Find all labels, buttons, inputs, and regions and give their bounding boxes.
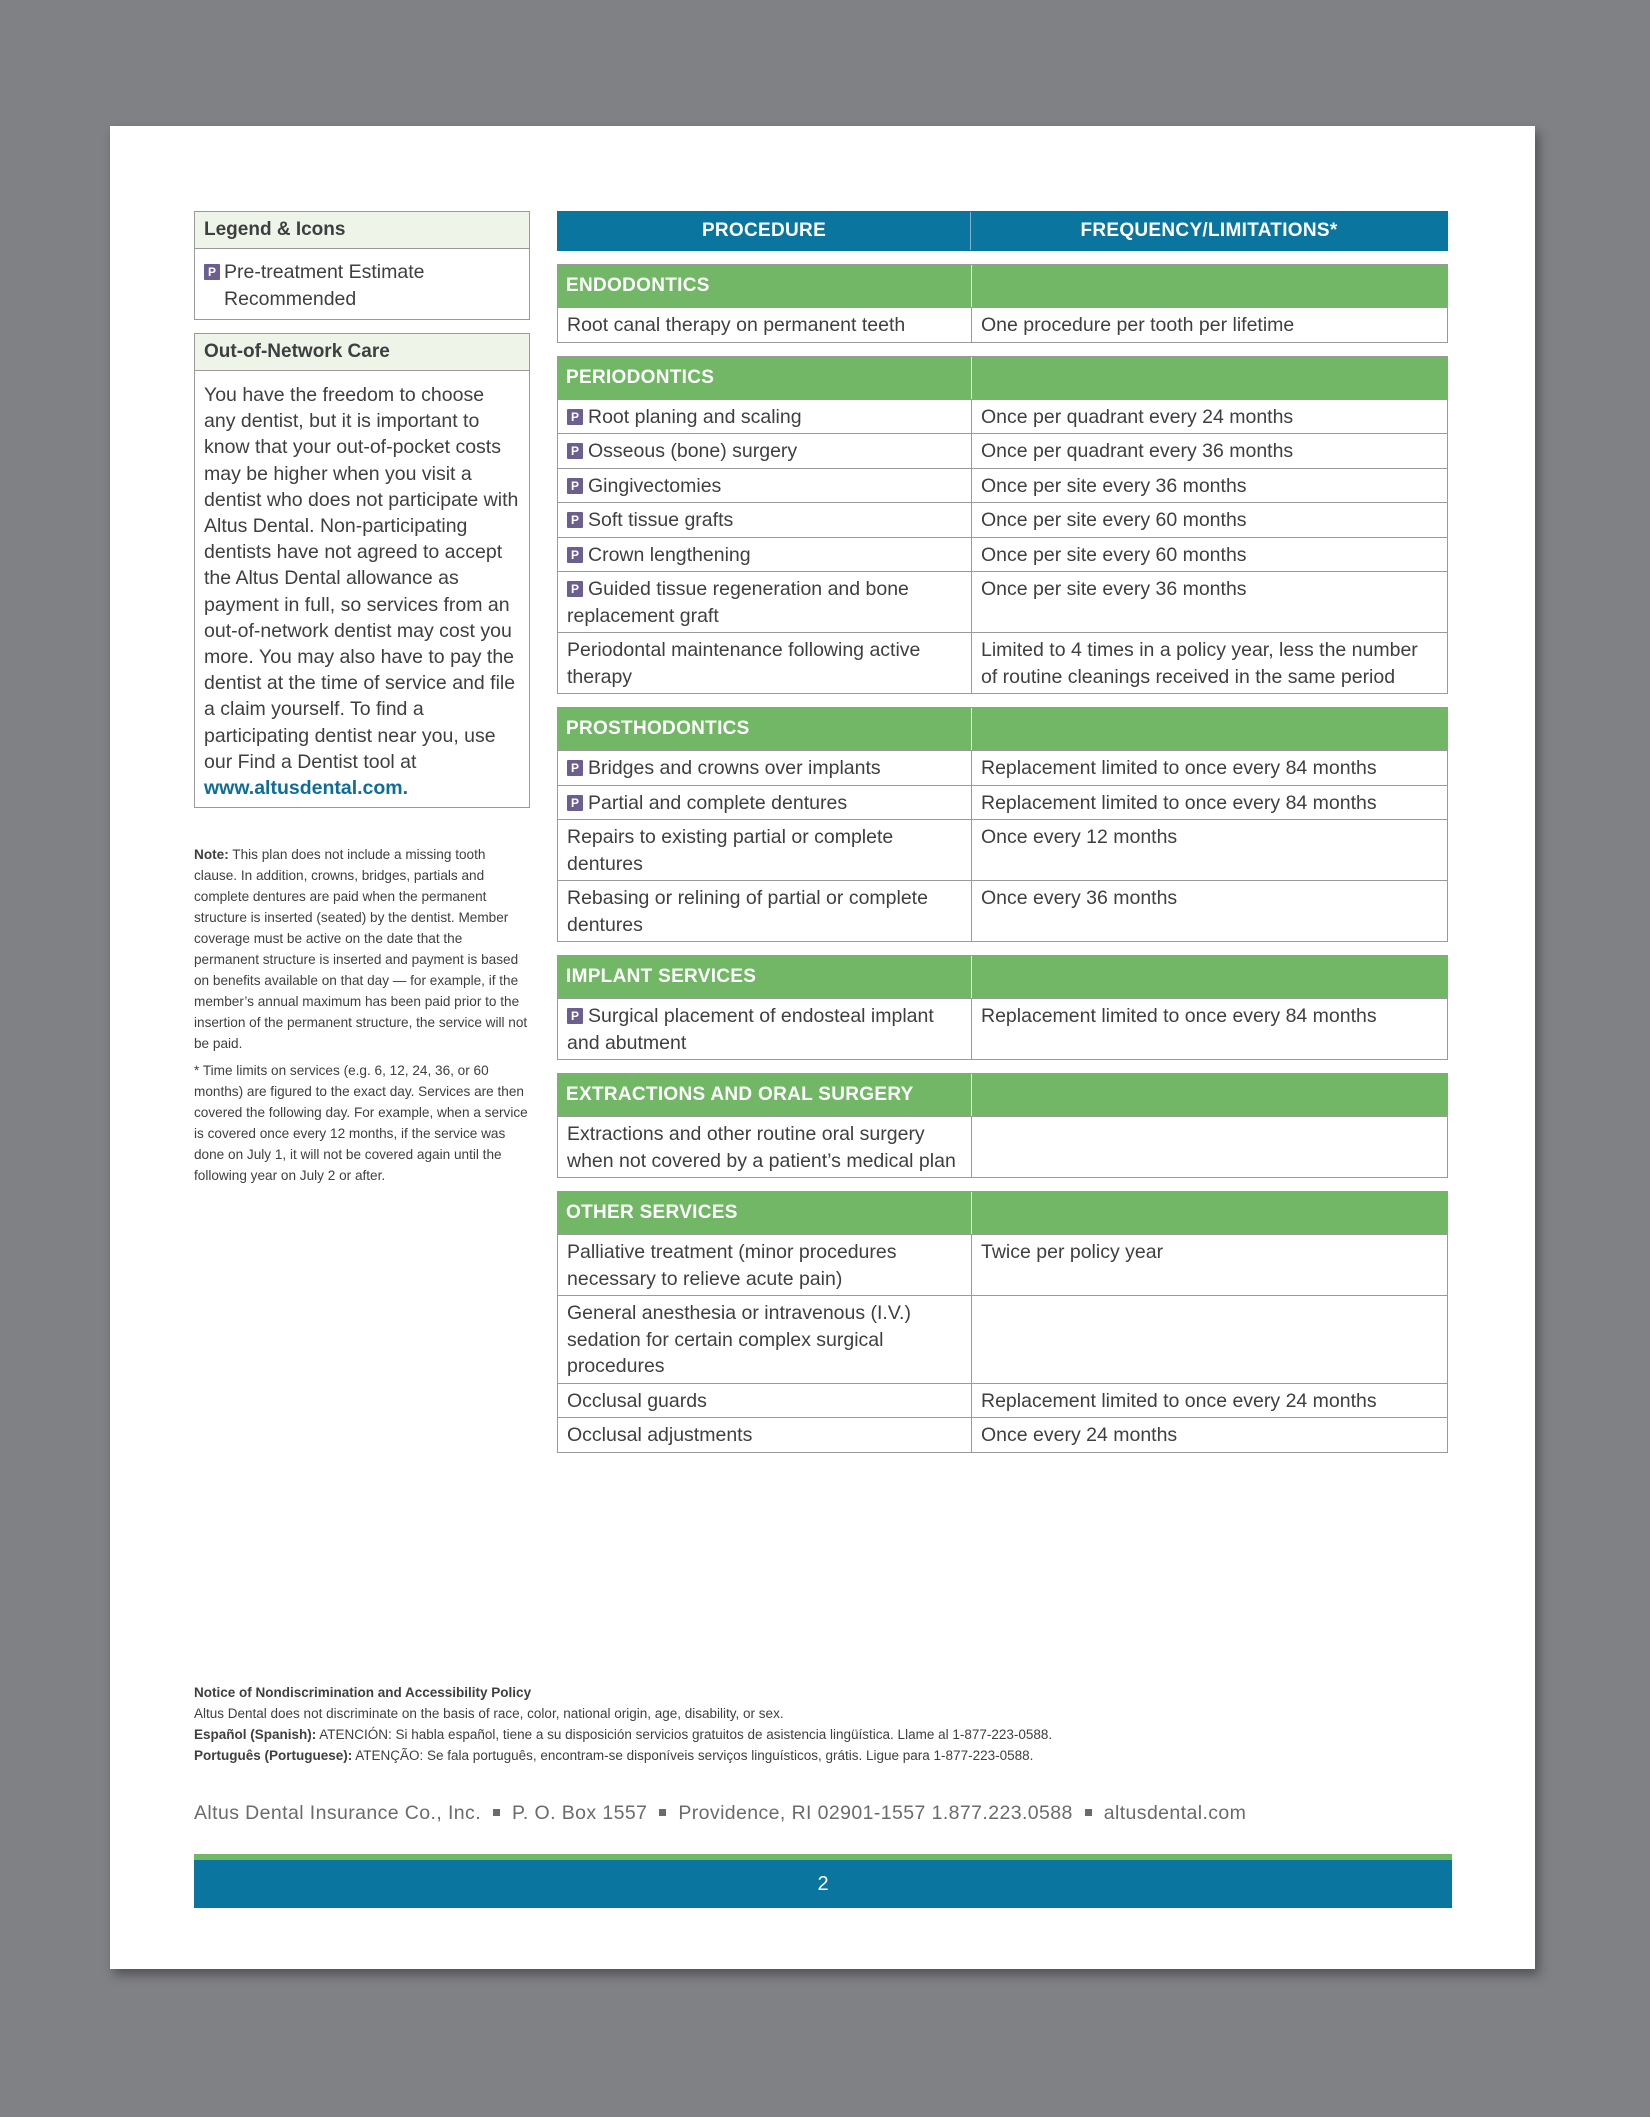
frequency-cell: Once per site every 36 months <box>981 474 1247 497</box>
section-endodontics <box>557 264 1448 343</box>
section-extractions-and-oral-surgery <box>557 1073 1448 1178</box>
table-row <box>558 998 1447 1059</box>
procedure-text: Bridges and crowns over implants <box>588 757 881 779</box>
section-implant-services <box>557 955 1448 1060</box>
page-number: 2 <box>817 1872 829 1895</box>
section-title: IMPLANT SERVICES <box>558 956 972 998</box>
separator-square-icon <box>659 1809 666 1816</box>
table-row <box>558 433 1447 468</box>
table-row <box>558 571 1447 632</box>
procedure-text: Palliative treatment (minor procedures necessary to relieve acute pain) <box>567 1241 897 1290</box>
frequency-cell: Limited to 4 times in a policy year, less the number of routine cleanings received in the same period <box>981 639 1418 688</box>
section-header <box>558 708 1447 750</box>
page-number-bar <box>194 1860 1452 1908</box>
legend-title: Legend & Icons <box>195 212 529 249</box>
out-of-network-box <box>194 333 530 808</box>
pre-treatment-icon: P <box>567 581 583 597</box>
table-row <box>558 880 1447 941</box>
nondiscrimination-notice <box>194 1682 1052 1766</box>
frequency-cell: Replacement limited to once every 24 months <box>981 1389 1377 1412</box>
frequency-cell <box>972 1296 1447 1383</box>
footer-bar <box>194 1854 1452 1908</box>
frequency-cell: Once every 12 months <box>981 826 1178 848</box>
section-title: ENDODONTICS <box>558 265 972 307</box>
notice-line: Altus Dental does not discriminate on the basis of race, color, national origin, age, disability, or sex. <box>194 1706 784 1721</box>
section-header <box>558 956 1447 998</box>
procedure-cell <box>558 308 972 342</box>
table-header <box>557 211 1448 251</box>
procedure-text: General anesthesia or intravenous (I.V.) sedation for certain complex surgical procedures <box>567 1302 911 1377</box>
frequency-cell: Replacement limited to once every 84 months <box>981 791 1377 814</box>
pre-treatment-icon: P <box>567 512 583 528</box>
table-row <box>558 468 1447 503</box>
frequency-cell: Once per site every 36 months <box>981 578 1247 600</box>
pre-treatment-icon: P <box>567 547 583 563</box>
procedure-text: Crown lengthening <box>588 543 751 566</box>
section-header-blank <box>972 956 1447 998</box>
legend-box <box>194 211 530 320</box>
footer-address <box>194 1802 1246 1825</box>
table-row <box>558 537 1447 572</box>
pre-treatment-icon: P <box>567 760 583 776</box>
document-page <box>110 126 1535 1969</box>
procedure-text: Occlusal guards <box>567 1389 707 1412</box>
pre-treatment-icon: P <box>567 409 583 425</box>
section-other-services <box>557 1191 1448 1453</box>
time-limits-note: * Time limits on services (e.g. 6, 12, 24, 36, or 60 months) are figured to the exact day. Services are then covered the following day. For example, when a service is covered once every 12 months, if the service was done on July 1, it will not be covered again until the following year on July 2 or after. <box>194 1063 528 1184</box>
frequency-cell: Once per site every 60 months <box>981 543 1247 566</box>
procedure-column-header: PROCEDURE <box>558 212 971 250</box>
procedure-text: Root planing and scaling <box>588 405 802 428</box>
section-header-blank <box>972 708 1447 750</box>
procedure-cell <box>558 633 972 693</box>
spanish-text: ATENCIÓN: Si habla español, tiene a su disposición servicios gratuitos de asistencia lingüística. Llame al 1-877-223-0588. <box>316 1727 1053 1742</box>
note-block <box>194 844 530 1186</box>
note-text: This plan does not include a missing tooth clause. In addition, crowns, bridges, partials and complete dentures are paid when the permanent structure is inserted (seated) by the dentist. Member coverage must be active on the date that the permanent structure is inserted and payment is based on benefits available on that day — for example, if the member’s annual maximum has been paid prior to the insertion of the permanent structure, the service will not be paid. <box>194 847 528 1052</box>
procedure-cell <box>558 786 972 820</box>
city-phone: Providence, RI 02901-1557 1.877.223.0588 <box>678 1802 1073 1824</box>
portuguese-text: ATENÇÃO: Se fala português, encontram-se disponíveis serviços linguísticos, grátis. Ligue para 1-877-223-0588. <box>352 1748 1034 1763</box>
spanish-label: Español (Spanish): <box>194 1727 317 1742</box>
frequency-cell: Once every 36 months <box>981 887 1178 909</box>
separator-square-icon <box>1085 1809 1092 1816</box>
table-row <box>558 1234 1447 1295</box>
notice-title: Notice of Nondiscrimination and Accessibility Policy <box>194 1685 532 1700</box>
frequency-cell <box>972 1117 1447 1177</box>
footer-website[interactable]: altusdental.com <box>1103 1802 1247 1824</box>
section-header <box>558 1074 1447 1116</box>
po-box: P. O. Box 1557 <box>512 1802 648 1824</box>
procedure-cell <box>558 881 972 941</box>
section-title: OTHER SERVICES <box>558 1192 972 1234</box>
section-header <box>558 265 1447 307</box>
procedure-cell <box>558 538 972 572</box>
procedure-text: Soft tissue grafts <box>588 509 734 531</box>
frequency-cell: Once every 24 months <box>981 1424 1178 1446</box>
procedure-text: Occlusal adjustments <box>567 1424 753 1446</box>
procedure-cell <box>558 1418 972 1452</box>
procedure-cell <box>558 1384 972 1418</box>
procedure-text: Rebasing or relining of partial or complete dentures <box>567 887 928 936</box>
procedure-text: Surgical placement of endosteal implant and abutment <box>567 1005 934 1054</box>
table-row <box>558 307 1447 342</box>
frequency-cell: Once per quadrant every 36 months <box>981 440 1294 462</box>
section-title: EXTRACTIONS AND ORAL SURGERY <box>558 1074 972 1116</box>
table-row <box>558 1116 1447 1177</box>
procedure-text: Extractions and other routine oral surgery when not covered by a patient’s medical plan <box>567 1123 956 1172</box>
pre-treatment-icon: P <box>567 1008 583 1024</box>
company-name: Altus Dental Insurance Co., Inc. <box>194 1802 482 1824</box>
procedure-table <box>557 211 1448 1453</box>
procedure-cell <box>558 1296 972 1383</box>
procedure-text: Periodontal maintenance following active therapy <box>567 639 921 688</box>
out-of-network-title: Out-of-Network Care <box>195 334 529 371</box>
note-label: Note: <box>194 847 229 863</box>
frequency-cell: One procedure per tooth per lifetime <box>981 314 1295 336</box>
procedure-cell <box>558 999 972 1059</box>
section-prosthodontics <box>557 707 1448 942</box>
procedure-text: Repairs to existing partial or complete dentures <box>567 826 894 875</box>
pre-treatment-icon: P <box>204 264 220 280</box>
table-row <box>558 1383 1447 1418</box>
procedure-text: Partial and complete dentures <box>588 791 848 814</box>
frequency-column-header: FREQUENCY/LIMITATIONS* <box>1080 220 1338 241</box>
section-title: PERIODONTICS <box>558 357 972 399</box>
out-of-network-text: You have the freedom to choose any dentist, but it is important to know that your out-of-pocket costs may be higher when you visit a dentist who does not participate with Altus Dental. Non-participating dentists have not agreed to accept the Altus Dental allowance as payment in full, so services from an out-of-network dentist may cost you more. You may also have to pay the dentist at the time of service and file a claim yourself. To find a participating dentist near you, use our Find a Dentist tool at <box>204 384 519 773</box>
altus-website-link[interactable]: www.altusdental.com. <box>204 777 409 800</box>
separator-square-icon <box>493 1809 500 1816</box>
procedure-cell <box>558 400 972 434</box>
table-row <box>558 750 1447 785</box>
table-row <box>558 1417 1447 1452</box>
procedure-cell <box>558 572 972 632</box>
pre-treatment-icon: P <box>567 443 583 459</box>
table-row <box>558 399 1447 434</box>
section-header <box>558 1192 1447 1234</box>
procedure-text: Guided tissue regeneration and bone replacement graft <box>567 578 909 627</box>
procedure-cell <box>558 503 972 537</box>
table-row <box>558 819 1447 880</box>
table-row <box>558 502 1447 537</box>
pre-treatment-icon: P <box>567 795 583 811</box>
section-header-blank <box>972 265 1447 307</box>
out-of-network-body <box>195 371 529 807</box>
portuguese-label: Português (Portuguese): <box>194 1748 353 1763</box>
procedure-cell <box>558 1117 972 1177</box>
frequency-cell: Once per quadrant every 24 months <box>981 405 1294 428</box>
section-header-blank <box>972 357 1447 399</box>
pre-treatment-icon: P <box>567 478 583 494</box>
section-periodontics <box>557 356 1448 695</box>
procedure-text: Osseous (bone) surgery <box>588 440 798 462</box>
table-sections <box>557 264 1448 1453</box>
table-row <box>558 1295 1447 1383</box>
procedure-cell <box>558 434 972 468</box>
legend-text: Pre-treatment Estimate Recommended <box>224 261 425 310</box>
procedure-text: Gingivectomies <box>588 474 722 497</box>
frequency-cell: Replacement limited to once every 84 months <box>981 1005 1377 1027</box>
table-row <box>558 632 1447 693</box>
table-row <box>558 785 1447 820</box>
procedure-cell <box>558 751 972 785</box>
procedure-cell <box>558 469 972 503</box>
section-header <box>558 357 1447 399</box>
procedure-cell <box>558 1235 972 1295</box>
frequency-cell: Replacement limited to once every 84 months <box>981 757 1377 779</box>
procedure-text: Root canal therapy on permanent teeth <box>567 314 906 336</box>
section-title: PROSTHODONTICS <box>558 708 972 750</box>
procedure-cell <box>558 820 972 880</box>
section-header-blank <box>972 1192 1447 1234</box>
frequency-cell: Twice per policy year <box>981 1241 1164 1263</box>
frequency-cell: Once per site every 60 months <box>981 509 1247 531</box>
left-column <box>194 211 530 1192</box>
section-header-blank <box>972 1074 1447 1116</box>
